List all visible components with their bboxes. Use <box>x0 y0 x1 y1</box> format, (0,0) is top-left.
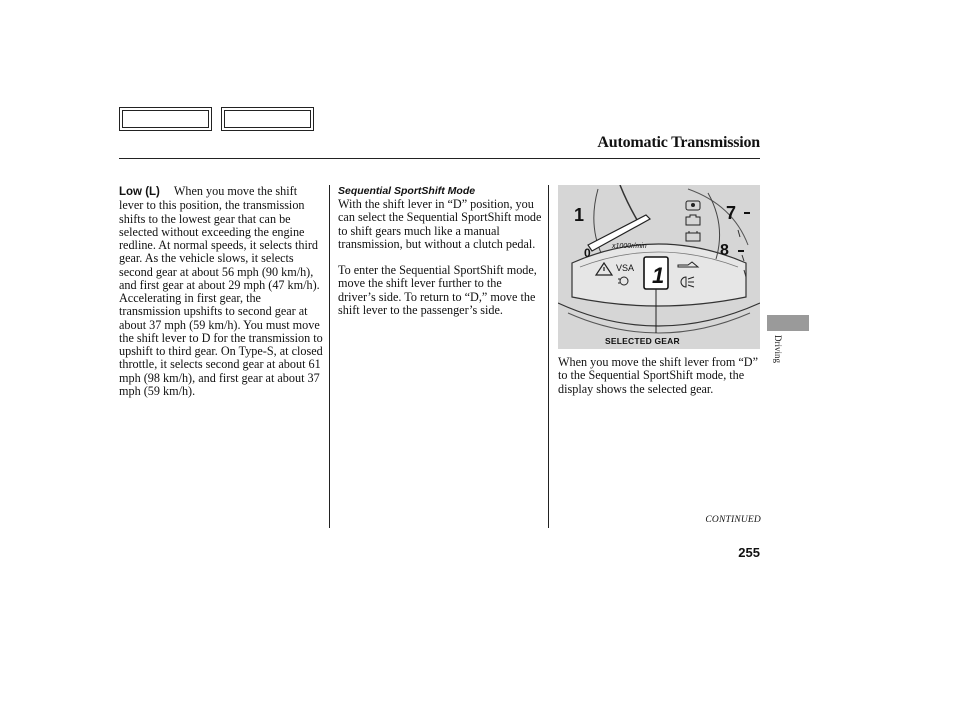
continued-note: CONTINUED <box>705 515 761 525</box>
column-display-note <box>558 356 762 409</box>
battery-icon <box>686 231 700 241</box>
vsa-label: VSA <box>616 263 635 273</box>
sportshift-paragraph-2: To enter the Sequential SportShift mode, move the shift lever further to the driver’s side. To return to “D,” move the shift lever to the passenger’s side. <box>338 263 537 317</box>
gauge-number-8: 8 <box>720 242 729 259</box>
check-engine-icon <box>686 215 700 225</box>
section-tab-marker[interactable] <box>767 315 809 331</box>
section-tab-label: Driving <box>773 335 783 363</box>
title-divider <box>119 158 760 159</box>
column-low-gear <box>119 185 323 398</box>
page-number: 255 <box>738 545 760 560</box>
gauge-number-0: 0 <box>584 246 591 260</box>
nav-button-main-menu[interactable] <box>119 107 212 131</box>
gauge-number-1: 1 <box>574 205 585 225</box>
gauge-number-7: 7 <box>726 203 737 223</box>
seatbelt-icon <box>686 201 700 210</box>
sportshift-paragraph-1: With the shift lever in “D” position, you can select the Sequential SportShift mode to shift gears much like a manual transmission, but without a clutch pedal. <box>338 197 542 251</box>
gauge-illustration <box>558 185 760 349</box>
gauge-rpm-label: x1000r/min <box>612 243 647 250</box>
figure-caption: SELECTED GEAR <box>605 336 680 346</box>
display-note-text: When you move the shift lever from “D” to the Sequential SportShift mode, the display shows the selected gear. <box>558 355 759 396</box>
gear-display-value: 1 <box>652 263 665 288</box>
low-gear-text: When you move the shift lever to this position, the transmission shifts to the lowest gear that can be selected without exceeding the engine redline. At normal speeds, it selects third gear. As the vehicle slows, it selects second gear at about 56 mph (90 km/h), and first gear at about 29 mph (47 km/h). Accelerating in first gear, the transmission upshifts to second gear at about 37 mph (59 km/h). You must move the shift lever to D for the transmission to upshift to third gear. On Type-S, at closed throttle, it selects second gear at about 61 mph (98 km/h), and first gear at about 37 mph (59 km/h). <box>119 184 323 398</box>
page-title: Automatic Transmission <box>597 134 760 151</box>
column-divider-2 <box>548 185 549 528</box>
low-gear-heading: Low (L) <box>119 186 160 198</box>
nav-button-index[interactable] <box>221 107 314 131</box>
column-sportshift <box>338 185 542 330</box>
column-divider-1 <box>329 185 330 528</box>
sportshift-heading: Sequential SportShift Mode <box>338 185 476 197</box>
